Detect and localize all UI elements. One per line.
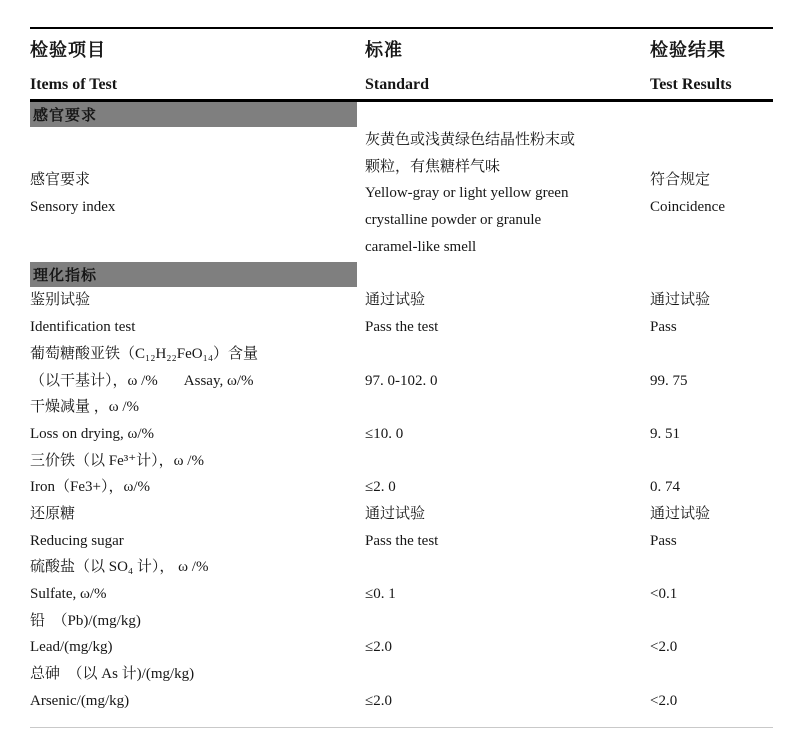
bottom-rule	[30, 727, 773, 728]
cell-arsenic-result	[650, 661, 773, 714]
sensory-result-en: Coincidence	[650, 198, 725, 215]
arsenic-item-en: Arsenic/(mg/kg)	[30, 692, 130, 709]
cell-reducing-result	[650, 501, 773, 554]
sulfate-item-en: Sulfate, ω/%	[30, 586, 107, 602]
header-items-en: Items of Test	[30, 76, 118, 93]
row-sensory	[30, 127, 773, 260]
assay-item-line2-cn: （以干基计），ω /%	[30, 372, 158, 389]
sulfate-standard-value: ≤0. 1	[365, 586, 396, 602]
assay-result-value: 99. 75	[650, 372, 688, 389]
sensory-item-en: Sensory index	[30, 198, 116, 215]
iron-standard-value: ≤2. 0	[365, 479, 396, 496]
identification-item-cn: 鉴别试验	[30, 292, 91, 309]
lead-result-value: <2.0	[650, 639, 678, 656]
table-header-row	[30, 29, 773, 99]
cell-reducing-item	[30, 501, 365, 554]
cell-identification-standard	[365, 287, 650, 340]
cell-sensory-item	[30, 127, 365, 260]
assay-item-line2-en: Assay, ω/%	[183, 372, 254, 389]
header-col-standard	[365, 29, 650, 99]
header-col-items	[30, 29, 365, 99]
header-results-en: Test Results	[650, 76, 732, 93]
cell-drying-result	[650, 394, 773, 447]
sensory-standard-line5: caramel-like smell	[365, 238, 477, 255]
cell-sulfate-result	[650, 554, 773, 607]
reducing-item-cn: 还原糖	[30, 505, 76, 522]
drying-standard-value: ≤10. 0	[365, 425, 404, 442]
cell-assay-result	[650, 341, 773, 394]
sulfate-result-value: <0.1	[650, 586, 678, 602]
reducing-result-cn: 通过试验	[650, 505, 711, 522]
identification-result-en: Pass	[650, 319, 677, 336]
reducing-item-en: Reducing sugar	[30, 532, 124, 549]
cell-arsenic-standard	[365, 661, 650, 714]
cell-iron-result	[650, 448, 773, 501]
cell-sulfate-item	[30, 554, 365, 607]
identification-result-cn: 通过试验	[650, 292, 711, 309]
lead-item-en: Lead/(mg/kg)	[30, 639, 113, 656]
cell-assay-standard	[365, 341, 650, 394]
sulfate-item-cn: 硫酸盐（以 SO₄ 计）， ω /%	[30, 559, 209, 576]
section-bar-physicochemical	[30, 262, 357, 287]
cell-reducing-standard	[365, 501, 650, 554]
assay-item-line1: 葡萄糖酸亚铁（C₁₂H₂₂FeO₁₄）含量	[30, 345, 259, 362]
assay-standard-value: 97. 0-102. 0	[365, 372, 438, 389]
reducing-standard-en: Pass the test	[365, 532, 439, 549]
row-ferric-iron	[30, 448, 773, 501]
lead-standard-value: ≤2.0	[365, 639, 392, 656]
iron-result-value: 0. 74	[650, 479, 680, 496]
header-items-cn: 检验项目	[30, 40, 106, 60]
cell-identification-item	[30, 287, 365, 340]
drying-result-value: 9. 51	[650, 425, 680, 442]
drying-item-en: Loss on drying, ω/%	[30, 425, 155, 442]
cell-sulfate-standard	[365, 554, 650, 607]
section-title-sensory: 感官要求	[33, 108, 98, 124]
header-standard-en: Standard	[365, 76, 430, 93]
drying-item-cn: 干燥减量 ，ω /%	[30, 399, 140, 416]
arsenic-result-value: <2.0	[650, 692, 678, 709]
row-loss-on-drying	[30, 394, 773, 447]
assay-item-line2	[30, 368, 365, 395]
section-title-physicochemical: 理化指标	[33, 268, 98, 285]
reducing-result-en: Pass	[650, 532, 677, 549]
sensory-item-cn: 感官要求	[30, 172, 91, 189]
section-bar-sensory	[30, 102, 357, 127]
identification-item-en: Identification test	[30, 319, 136, 336]
iron-item-cn: 三价铁（以 Fe³⁺计），ω /%	[30, 452, 204, 469]
sensory-standard-line2: 颗粒，有焦糖样气味	[365, 158, 501, 175]
row-assay	[30, 341, 773, 394]
cell-assay-item	[30, 341, 365, 394]
cell-sensory-result	[650, 127, 773, 260]
sensory-standard-line1: 灰黄色或浅黄绿色结晶性粉末或	[365, 132, 576, 148]
cell-lead-result	[650, 608, 773, 661]
row-sulfate	[30, 554, 773, 607]
cell-lead-item	[30, 608, 365, 661]
cell-iron-standard	[365, 448, 650, 501]
arsenic-standard-value: ≤2.0	[365, 692, 392, 709]
identification-standard-cn: 通过试验	[365, 292, 426, 309]
reducing-standard-cn: 通过试验	[365, 505, 426, 522]
row-identification	[30, 287, 773, 340]
sensory-standard-line3: Yellow-gray or light yellow green	[365, 185, 569, 202]
header-results-cn: 检验结果	[650, 40, 726, 60]
cell-sensory-standard	[365, 127, 650, 260]
cell-identification-result	[650, 287, 773, 340]
cell-lead-standard	[365, 608, 650, 661]
lead-item-cn: 铅 （Pb)/(mg/kg)	[30, 612, 141, 629]
test-report-table	[30, 27, 773, 728]
identification-standard-en: Pass the test	[365, 319, 439, 336]
header-standard-cn: 标准	[365, 40, 403, 60]
row-arsenic	[30, 661, 773, 714]
iron-item-en: Iron（Fe3+），ω/%	[30, 479, 150, 496]
header-col-results	[650, 29, 773, 99]
cell-drying-item	[30, 394, 365, 447]
cell-arsenic-item	[30, 661, 365, 714]
sensory-result-cn: 符合规定	[650, 172, 711, 189]
cell-iron-item	[30, 448, 365, 501]
row-lead	[30, 608, 773, 661]
sensory-standard-line4: crystalline powder or granule	[365, 212, 542, 229]
row-reducing-sugar	[30, 501, 773, 554]
arsenic-item-cn: 总砷 （以 As 计)/(mg/kg)	[30, 666, 195, 683]
cell-drying-standard	[365, 394, 650, 447]
